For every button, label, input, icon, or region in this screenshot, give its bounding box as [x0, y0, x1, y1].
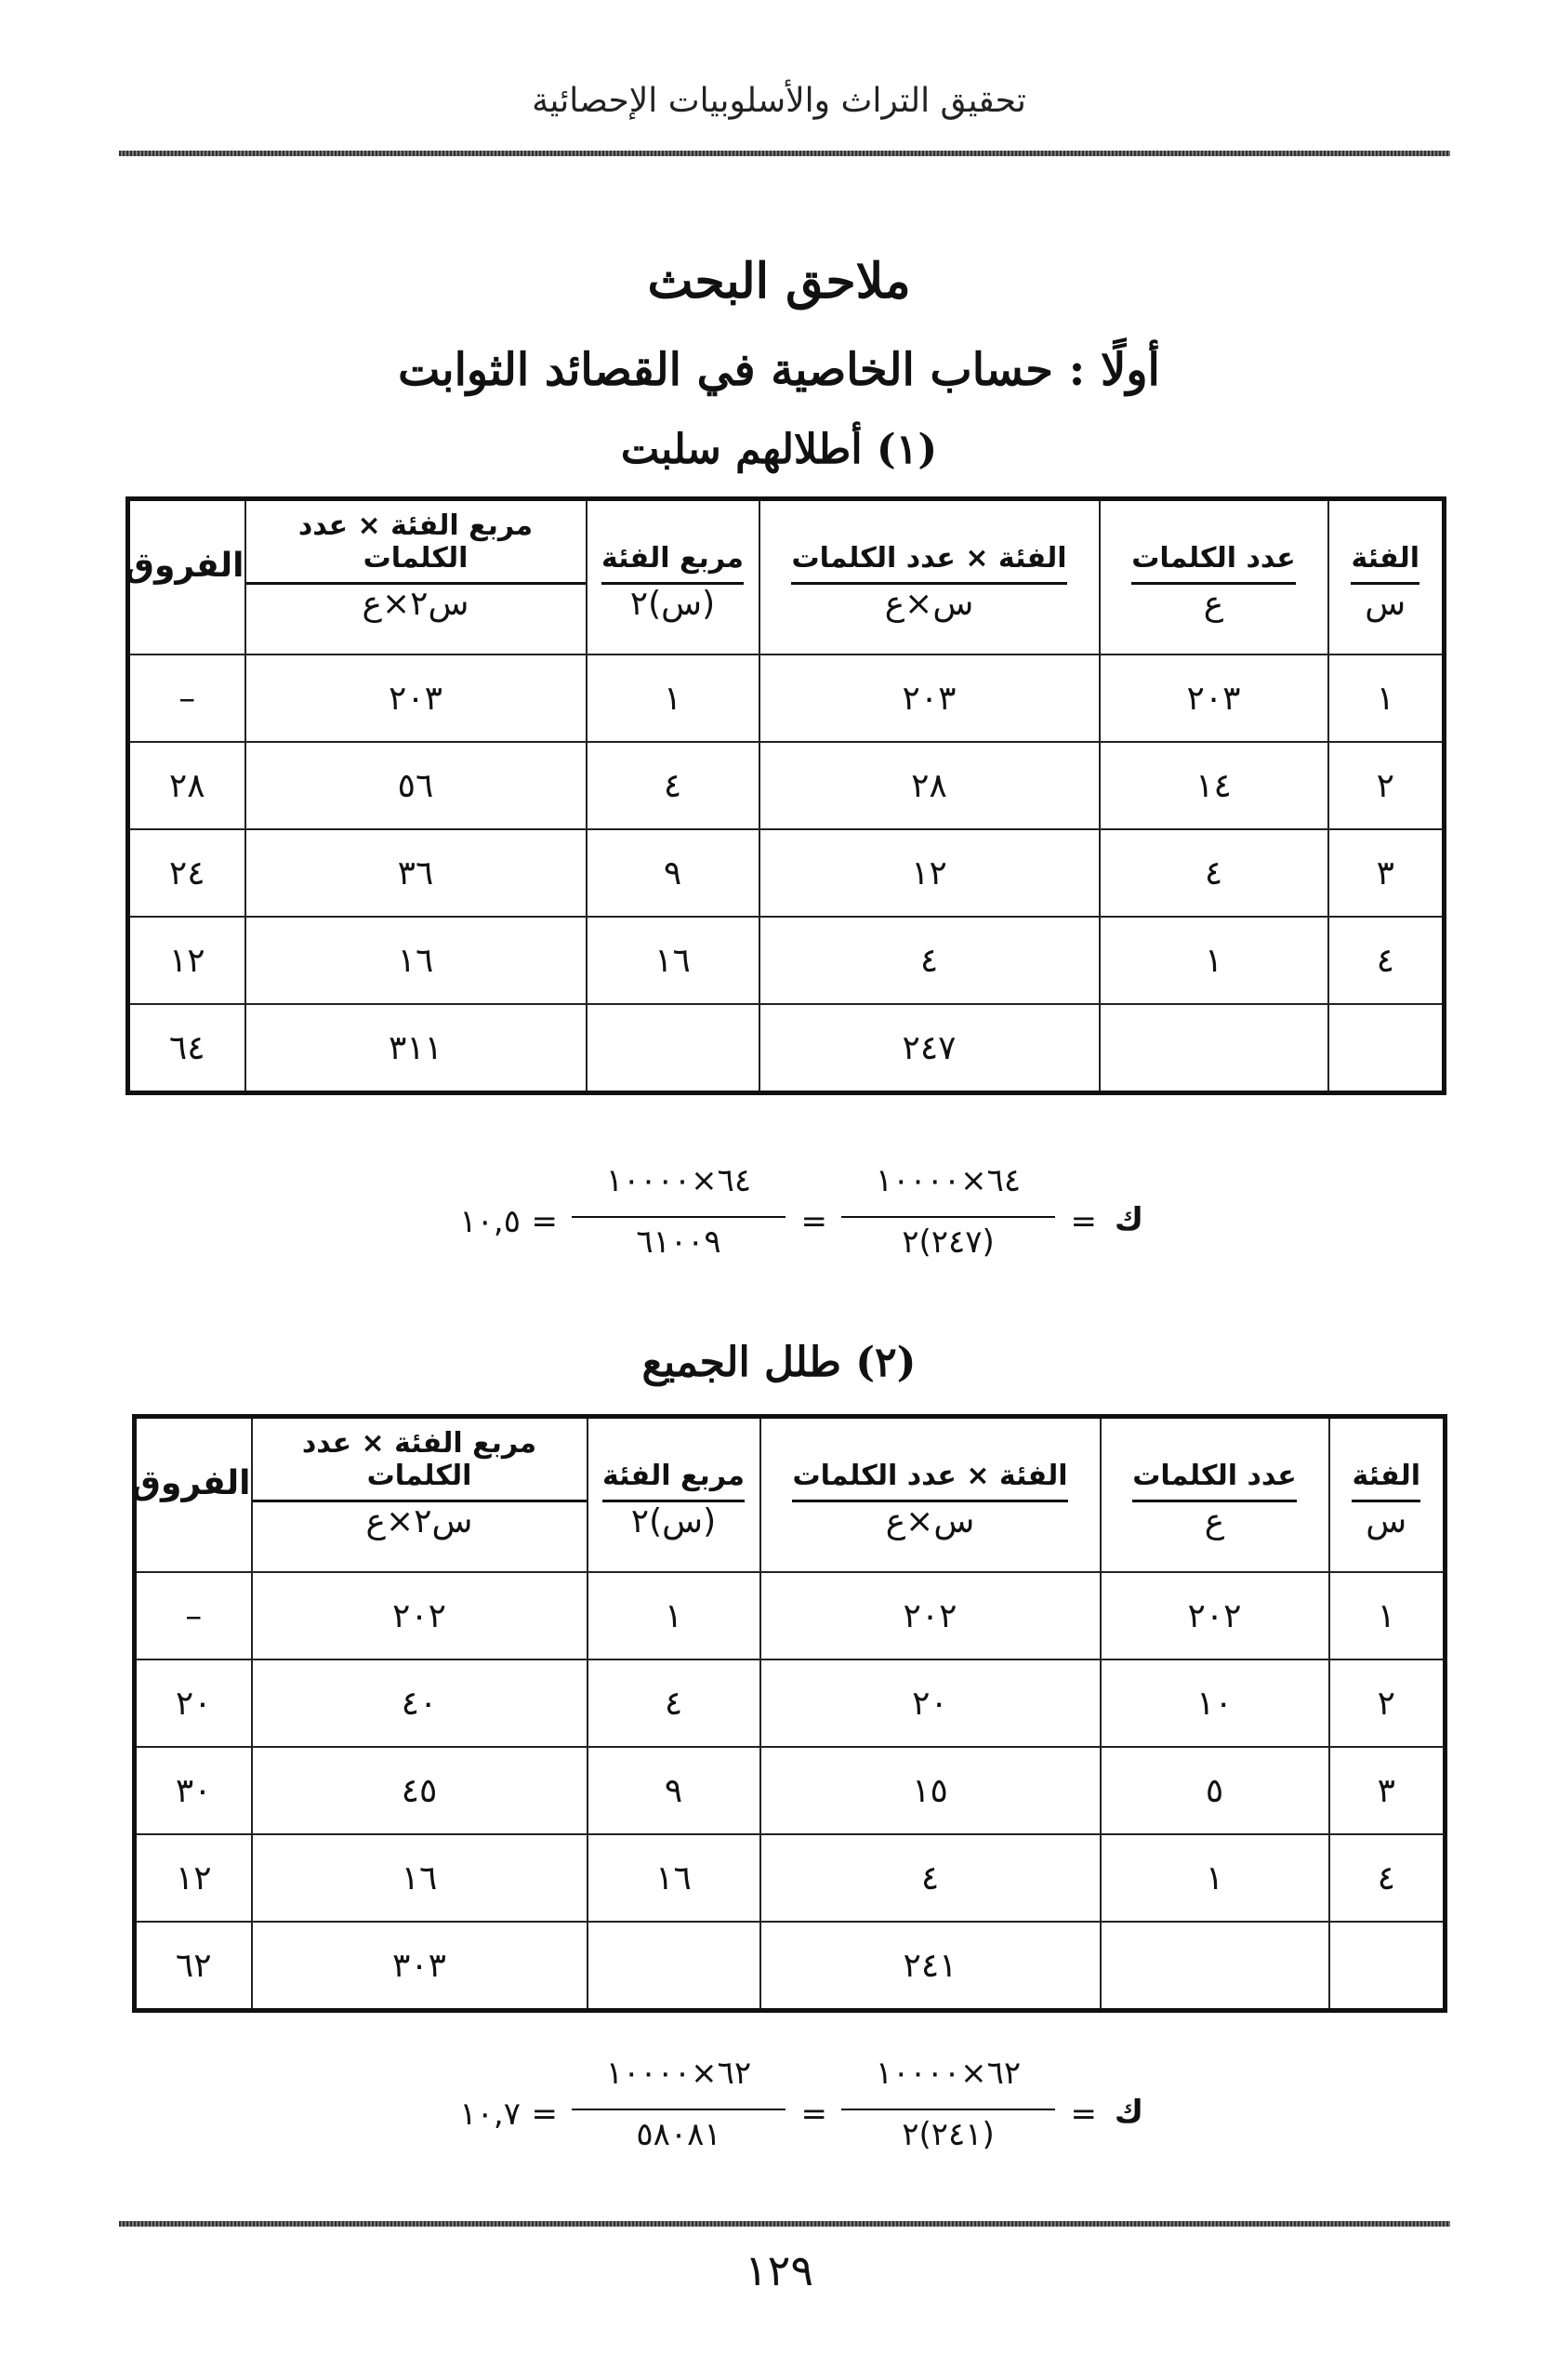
table-cell: ٤٠ — [252, 1659, 588, 1747]
header-class-sq: مربع الفئة — [588, 1417, 760, 1503]
formula-fraction — [841, 1162, 1055, 1261]
table-cell: ١٢ — [135, 1834, 252, 1922]
table-cell: ٦٤ — [128, 1004, 245, 1093]
table-cell: ٩ — [587, 829, 759, 917]
symbol-class: س — [1329, 1502, 1446, 1572]
table-cell: ٤ — [1100, 829, 1328, 917]
table-cell — [1100, 1004, 1328, 1093]
fraction-numerator: ٦٢×١٠٠٠٠ — [605, 2055, 752, 2092]
fraction-denominator: (٢٤٧)٢ — [902, 1223, 995, 1261]
table-symbol-row — [135, 1502, 1446, 1572]
table-row — [135, 1834, 1446, 1922]
table-cell: ٣ — [1329, 1747, 1446, 1834]
table-cell: ٤ — [587, 742, 759, 829]
symbol-words: ع — [1100, 585, 1328, 654]
table-cell: ٢٤ — [128, 829, 245, 917]
section-1-formula — [437, 1162, 1143, 1292]
fraction-denominator: ٦١٠٠٩ — [636, 1223, 721, 1261]
header-diffs: الفروق — [135, 1417, 252, 1503]
fraction-numerator: ٦٤×١٠٠٠٠ — [875, 1162, 1022, 1199]
fraction-bar — [841, 1216, 1055, 1218]
fraction-numerator: ٦٤×١٠٠٠٠ — [605, 1162, 752, 1199]
table-row — [128, 654, 1445, 742]
table-cell: – — [128, 654, 245, 742]
table-cell: ٣١١ — [245, 1004, 587, 1093]
formula-fraction — [572, 1162, 786, 1261]
running-head: تحقيق التراث والأسلوبيات الإحصائية — [532, 82, 1026, 120]
table-cell: ١٢ — [128, 917, 245, 1004]
header-class-sq: مربع الفئة — [587, 499, 759, 586]
table-cell: ٤ — [588, 1659, 760, 1747]
table-cell: ١ — [587, 654, 759, 742]
table-cell: ١٦ — [252, 1834, 588, 1922]
equals-sign: = — [531, 1203, 558, 1240]
section-1-table — [125, 496, 1446, 1095]
equals-sign: = — [1070, 1203, 1097, 1240]
table-cell: ١ — [588, 1572, 760, 1659]
table-cell: ٣ — [1328, 829, 1445, 917]
page-subtitle: أولًا : حساب الخاصية في القصائد الثوابت — [398, 344, 1160, 396]
table-cell: ١ — [1328, 654, 1445, 742]
symbol-diffs — [128, 585, 245, 654]
table-header-row — [135, 1417, 1446, 1503]
table-cell: ١ — [1101, 1834, 1329, 1922]
table-cell: ١٦ — [245, 917, 587, 1004]
fraction-numerator: ٦٢×١٠٠٠٠ — [875, 2055, 1022, 2092]
formula-lhs: ك — [1114, 1201, 1143, 1238]
table-cell: ١ — [1100, 917, 1328, 1004]
table-cell: ٣٠٣ — [252, 1922, 588, 2011]
table-cell: ١٠ — [1101, 1659, 1329, 1747]
equals-sign: = — [800, 1203, 827, 1240]
table-cell: ٢٨ — [128, 742, 245, 829]
fraction-bar — [572, 1216, 786, 1218]
symbol-class-sq-x-words: س٢×ع — [245, 585, 587, 654]
fraction-denominator: ٥٨٠٨١ — [636, 2116, 721, 2153]
table-cell: ٢٠ — [760, 1659, 1101, 1747]
table-cell: ٣٦ — [245, 829, 587, 917]
table-row — [135, 1572, 1446, 1659]
table-cell — [587, 1004, 759, 1093]
table-cell: ٩ — [588, 1747, 760, 1834]
fraction-bar — [841, 2109, 1055, 2110]
fraction-bar — [572, 2109, 786, 2110]
section-2-title: (٢) طلل الجميع — [641, 1339, 917, 1386]
table-total-row — [128, 1004, 1445, 1093]
symbol-diffs — [135, 1502, 252, 1572]
header-rule — [119, 151, 1450, 156]
header-class-sq-x-words: مربع الفئة × عدد الكلمات — [245, 499, 587, 586]
table-cell — [1328, 1004, 1445, 1093]
table-cell: ١٤ — [1100, 742, 1328, 829]
header-words: عدد الكلمات — [1100, 499, 1328, 586]
table-cell: ١٢ — [759, 829, 1100, 917]
equals-sign: = — [800, 2096, 827, 2133]
table-cell: ٣٠ — [135, 1747, 252, 1834]
table-cell: ٢ — [1329, 1659, 1446, 1747]
page-number: ١٢٩ — [744, 2245, 814, 2295]
header-class: الفئة — [1329, 1417, 1446, 1503]
table-cell — [1101, 1922, 1329, 2011]
table-cell — [588, 1922, 760, 2011]
table-row — [128, 829, 1445, 917]
table-header-row — [128, 499, 1445, 586]
section-2-table — [132, 1414, 1447, 2013]
table-total-row — [135, 1922, 1446, 2011]
formula-result: ١٠,٧ — [459, 2096, 521, 2133]
symbol-words: ع — [1101, 1502, 1329, 1572]
table-cell: ٢٠٣ — [245, 654, 587, 742]
header-diffs: الفروق — [128, 499, 245, 586]
table-cell: – — [135, 1572, 252, 1659]
section-1-title: (١) أطلالهم سلبت — [620, 426, 938, 473]
equals-sign: = — [531, 2096, 558, 2133]
symbol-class-x-words: س×ع — [760, 1502, 1101, 1572]
symbol-class-sq: (س)٢ — [588, 1502, 760, 1572]
section-2-formula — [437, 2055, 1143, 2185]
fraction-denominator: (٢٤١)٢ — [902, 2116, 995, 2153]
table-cell: ٢٠٢ — [252, 1572, 588, 1659]
table-row — [135, 1659, 1446, 1747]
table-cell: ٢ — [1328, 742, 1445, 829]
equals-sign: = — [1070, 2096, 1097, 2133]
table-cell: ٢٠٢ — [760, 1572, 1101, 1659]
symbol-class: س — [1328, 585, 1445, 654]
table-row — [128, 742, 1445, 829]
table-cell: ١٦ — [587, 917, 759, 1004]
header-class-x-words: الفئة × عدد الكلمات — [760, 1417, 1101, 1503]
header-class-x-words: الفئة × عدد الكلمات — [759, 499, 1100, 586]
table-cell: ٢٤٧ — [759, 1004, 1100, 1093]
table-cell: ٢٠٣ — [1100, 654, 1328, 742]
table-cell: ٤ — [1329, 1834, 1446, 1922]
table-row — [135, 1747, 1446, 1834]
table-cell: ٢٠٣ — [759, 654, 1100, 742]
formula-fraction — [572, 2055, 786, 2153]
header-class-sq-x-words: مربع الفئة × عدد الكلمات — [252, 1417, 588, 1503]
table-cell: ١ — [1329, 1572, 1446, 1659]
table-cell: ١٥ — [760, 1747, 1101, 1834]
header-class: الفئة — [1328, 499, 1445, 586]
table-cell: ٤ — [760, 1834, 1101, 1922]
symbol-class-x-words: س×ع — [759, 585, 1100, 654]
table-cell: ١٦ — [588, 1834, 760, 1922]
table-cell: ٥ — [1101, 1747, 1329, 1834]
symbol-class-sq: (س)٢ — [587, 585, 759, 654]
formula-result: ١٠,٥ — [459, 1203, 521, 1240]
table-cell: ٢٠٢ — [1101, 1572, 1329, 1659]
table-cell: ٤٥ — [252, 1747, 588, 1834]
formula-lhs: ك — [1114, 2094, 1143, 2131]
page-title: ملاحق البحث — [647, 253, 911, 310]
table-cell: ٢٨ — [759, 742, 1100, 829]
table-cell: ٥٦ — [245, 742, 587, 829]
table-symbol-row — [128, 585, 1445, 654]
table-cell: ٦٢ — [135, 1922, 252, 2011]
table-cell: ٤ — [1328, 917, 1445, 1004]
header-words: عدد الكلمات — [1101, 1417, 1329, 1503]
table-cell: ٤ — [759, 917, 1100, 1004]
table-row — [128, 917, 1445, 1004]
formula-fraction — [841, 2055, 1055, 2153]
footer-rule — [119, 2221, 1450, 2227]
table-cell: ٢٤١ — [760, 1922, 1101, 2011]
symbol-class-sq-x-words: س٢×ع — [252, 1502, 588, 1572]
table-cell: ٢٠ — [135, 1659, 252, 1747]
table-cell — [1329, 1922, 1446, 2011]
